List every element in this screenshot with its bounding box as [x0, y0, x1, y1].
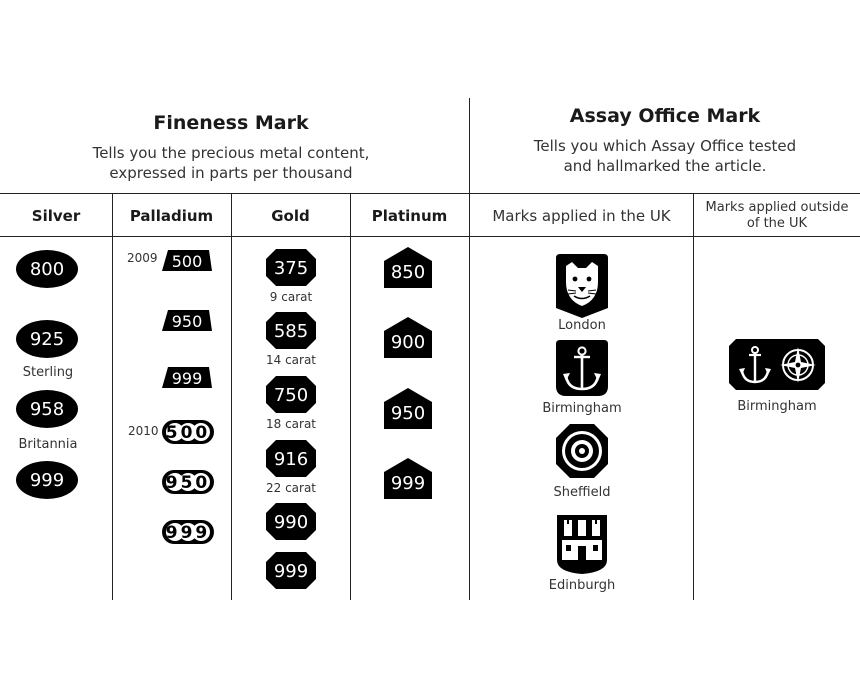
assay-title: Assay Office Mark — [569, 105, 761, 127]
assay-subtitle-2: and hallmarked the article. — [563, 157, 767, 175]
svg-text:999: 999 — [165, 523, 211, 543]
silver-label-britannia: Britannia — [18, 437, 78, 452]
svg-text:585: 585 — [273, 321, 309, 342]
svg-text:999: 999 — [390, 473, 426, 494]
svg-text:375: 375 — [273, 258, 309, 279]
col-platinum: Platinum — [371, 207, 448, 225]
svg-text:925: 925 — [29, 329, 65, 350]
svg-text:958: 958 — [29, 399, 65, 420]
gold-label-22ct: 22 carat — [265, 481, 317, 495]
fineness-subtitle-2: expressed in parts per thousand — [109, 164, 353, 182]
fineness-title: Fineness Mark — [153, 112, 309, 134]
palladium-year-2010: 2010 — [128, 424, 159, 438]
assay-subtitle-1: Tells you which Assay Office tested — [533, 137, 797, 155]
svg-text:916: 916 — [273, 449, 309, 470]
svg-text:850: 850 — [390, 262, 426, 283]
uk-office-london: London — [558, 318, 606, 333]
outside-office-birmingham: Birmingham — [737, 399, 817, 414]
uk-office-birmingham: Birmingham — [542, 401, 622, 416]
svg-text:950: 950 — [171, 312, 203, 331]
svg-text:999: 999 — [273, 561, 309, 582]
svg-text:950: 950 — [390, 403, 426, 424]
uk-office-sheffield: Sheffield — [553, 485, 611, 500]
birmingham-anchor-compass-icon — [729, 339, 825, 390]
gold-label-14ct: 14 carat — [265, 353, 317, 367]
uk-office-edinburgh: Edinburgh — [548, 578, 616, 593]
silver-label-sterling: Sterling — [22, 365, 74, 380]
svg-text:950: 950 — [165, 473, 211, 493]
col-uk: Marks applied in the UK — [492, 207, 671, 225]
svg-text:900: 900 — [390, 332, 426, 353]
fineness-subtitle-1: Tells you the precious metal content, — [92, 144, 370, 162]
svg-text:750: 750 — [273, 385, 309, 406]
palladium-year-2009: 2009 — [127, 251, 158, 265]
svg-text:500: 500 — [165, 423, 211, 443]
col-outside-1: Marks applied outside — [705, 200, 849, 215]
col-gold: Gold — [271, 207, 310, 225]
gold-label-9ct: 9 carat — [269, 290, 313, 304]
svg-text:999: 999 — [29, 470, 65, 491]
gold-label-18ct: 18 carat — [265, 417, 317, 431]
col-outside-2: of the UK — [746, 216, 808, 231]
svg-text:800: 800 — [29, 259, 65, 280]
svg-text:999: 999 — [171, 369, 203, 388]
col-palladium: Palladium — [129, 207, 214, 225]
svg-text:500: 500 — [171, 252, 203, 271]
col-silver: Silver — [31, 207, 81, 225]
svg-text:990: 990 — [273, 512, 309, 533]
